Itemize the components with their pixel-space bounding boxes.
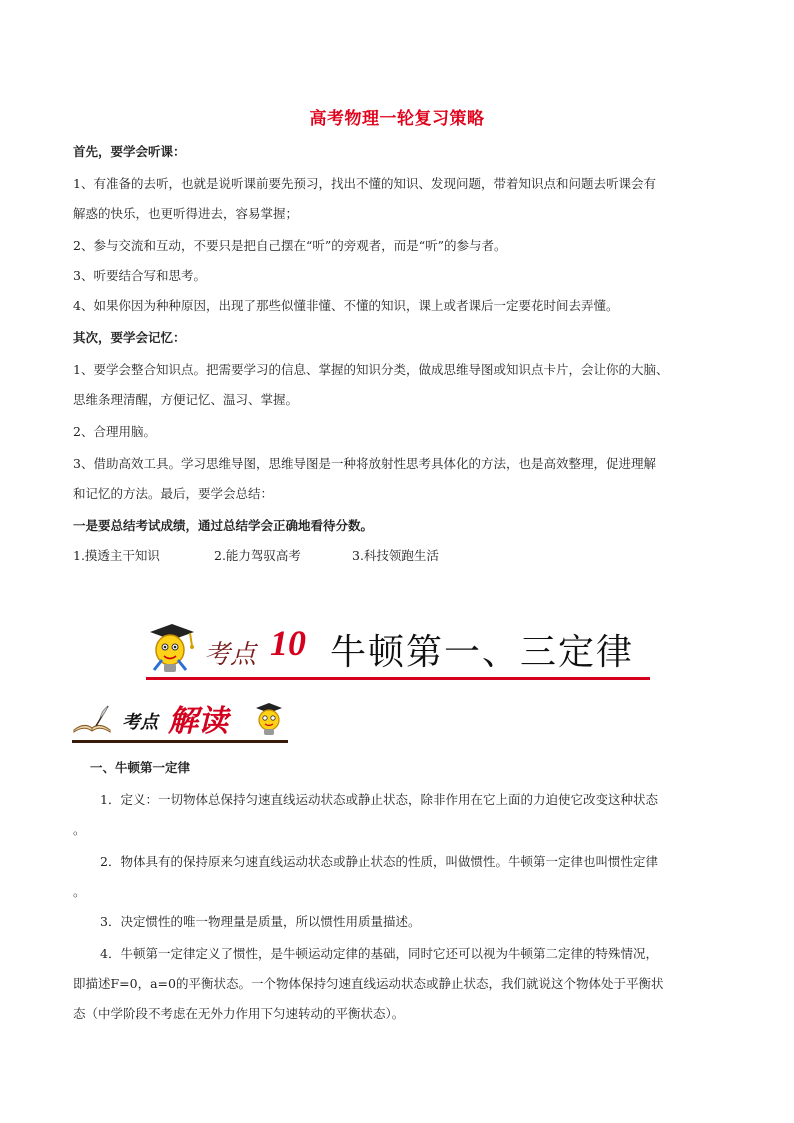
slogan-2: 2.能力驾驭高考 [214, 548, 301, 563]
listen-item-1a: 1、有准备的去听，也就是说听课前要先预习，找出不懂的知识、发现问题，带着知识点和问题去听课会有 [73, 176, 656, 191]
memory-item-3a: 3、借助高效工具。学习思维导图，思维导图是一种将放射性思考具体化的方法，也是高效整理，促进理解 [73, 456, 656, 471]
listen-item-1b: 解惑的快乐，也更听得进去，容易掌握； [73, 206, 299, 221]
section-label-1: 考点 [122, 712, 158, 733]
memory-item-1a: 1、要学会整合知识点。把需要学习的信息、掌握的知识分类，做成思维导图或知识点卡片，会让你的大脑、 [73, 362, 669, 377]
heading-listen: 首先，要学会听课： [73, 144, 186, 159]
para-1a: 1．定义：一切物体总保持匀速直线运动状态或静止状态，除非作用在它上面的力迫使它改变这种状态 [100, 792, 658, 807]
graduate-bulb-icon [142, 620, 198, 676]
graduate-bulb-icon [252, 700, 286, 738]
page-title: 高考物理一轮复习策略 [309, 109, 485, 129]
slogan-3: 3.科技领跑生活 [352, 548, 439, 563]
heading-memory: 其次，要学会记忆： [73, 330, 186, 345]
section-label-2: 解读 [168, 704, 228, 739]
memory-item-2: 2、合理用脑。 [73, 424, 156, 439]
para-2a: 2．物体具有的保持原来匀速直线运动状态或静止状态的性质，叫做惯性。牛顿第一定律也叫惯性定律 [100, 854, 658, 869]
banner-number: 10 [270, 623, 306, 663]
para-4a: 4．牛顿第一定律定义了惯性，是牛顿运动定律的基础，同时它还可以视为牛顿第二定律的特殊情况， [100, 946, 658, 961]
slogan-1: 1.摸透主干知识 [73, 548, 160, 563]
para-1b: 。 [73, 822, 86, 837]
banner-underline [146, 677, 650, 680]
listen-item-4: 4、如果你因为种种原因，出现了那些似懂非懂、不懂的知识，课上或者课后一定要花时间去弄懂。 [73, 298, 619, 313]
book-quill-icon [72, 704, 112, 734]
heading-summary: 一是要总结考试成绩，通过总结学会正确地看待分数。 [73, 518, 374, 533]
listen-item-3: 3、听要结合写和思考。 [73, 268, 206, 283]
para-3: 3．决定惯性的唯一物理量是质量，所以惯性用质量描述。 [100, 914, 421, 929]
listen-item-2: 2、参与交流和互动，不要只是把自己摆在“听”的旁观者，而是“听”的参与者。 [73, 238, 507, 253]
para-4c: 态（中学阶段不考虑在无外力作用下匀速转动的平衡状态）。 [73, 1006, 405, 1021]
topic-banner [142, 618, 650, 682]
section-header [72, 694, 288, 744]
banner-topic-title: 牛顿第一、三定律 [330, 632, 635, 673]
memory-item-1b: 思维条理清醒，方便记忆、温习、掌握。 [73, 392, 299, 407]
memory-item-3b: 和记忆的方法。最后，要学会总结： [73, 486, 274, 501]
banner-label: 考点 [204, 640, 257, 670]
section-underline [72, 740, 288, 743]
para-4b: 即描述F=0，a=0的平衡状态。一个物体保持匀速直线运动状态或静止状态，我们就说这个物体处于平衡状 [73, 976, 664, 991]
content-heading: 一、牛顿第一定律 [90, 760, 191, 775]
para-2b: 。 [73, 884, 86, 899]
